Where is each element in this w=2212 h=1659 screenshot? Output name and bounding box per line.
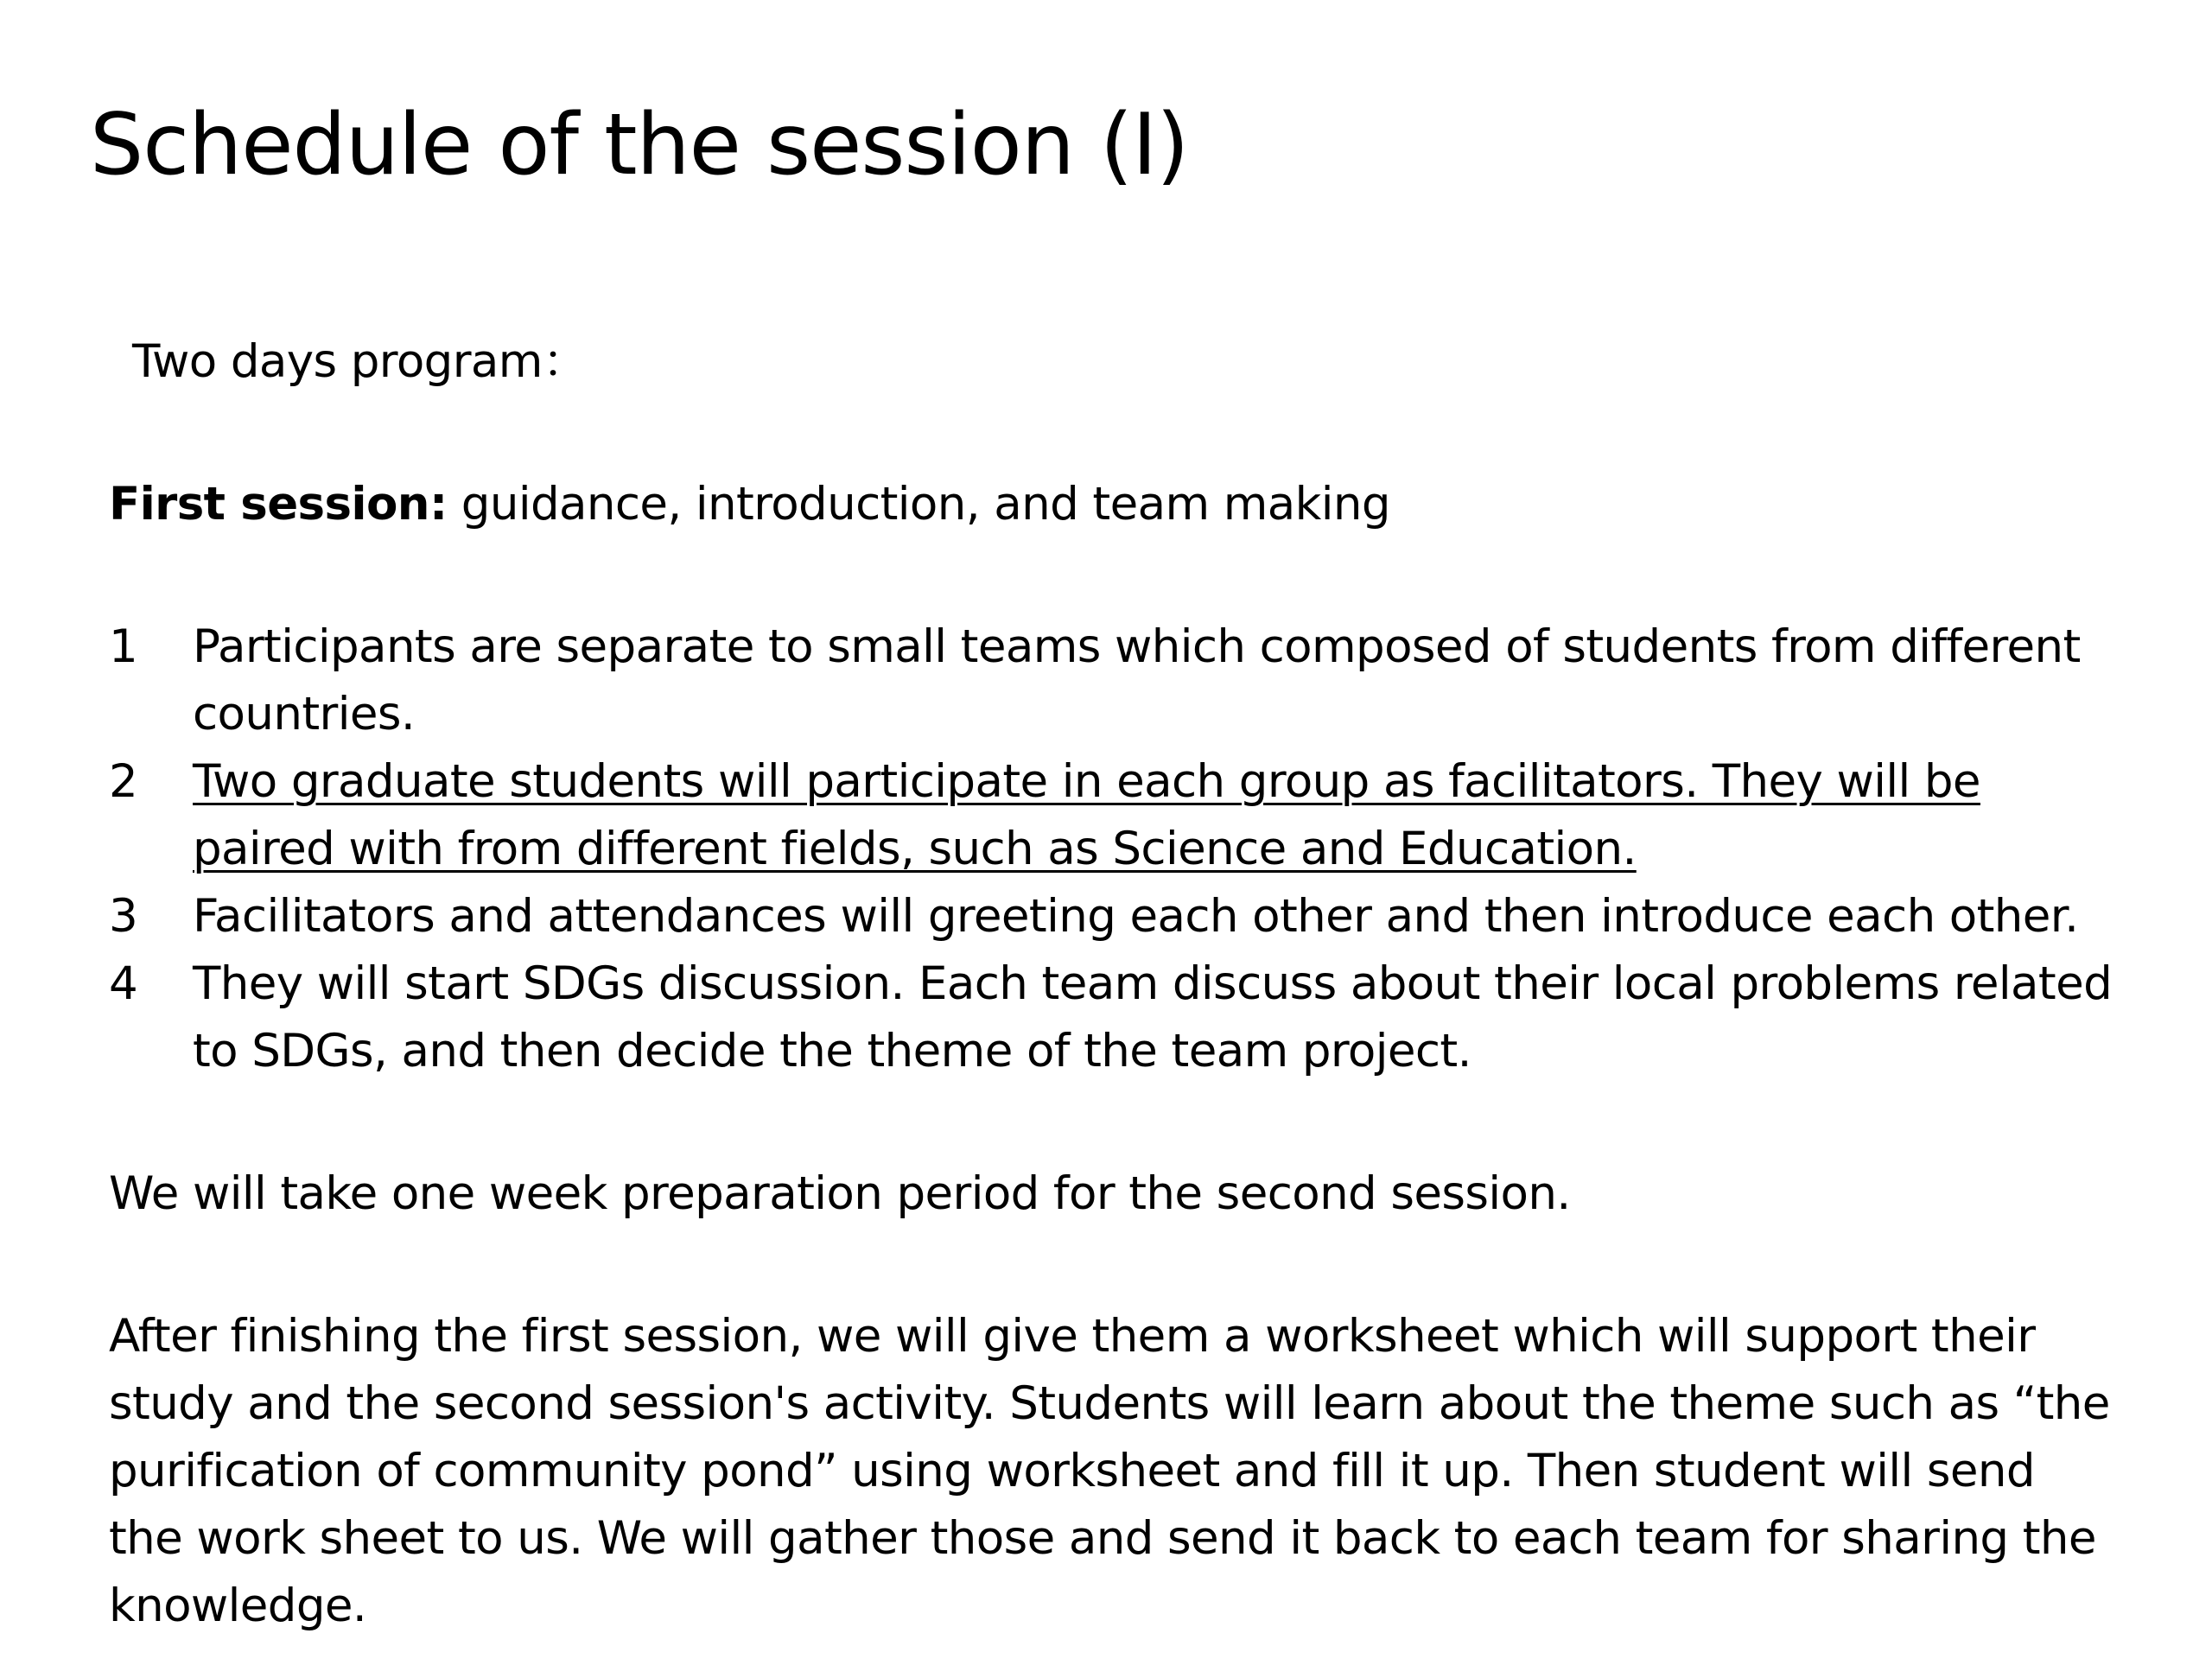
slide-title: Schedule of the session (I) <box>90 96 1189 194</box>
first-session-label: First session: <box>109 478 448 531</box>
session-step <box>109 613 2122 748</box>
session-step <box>109 748 2122 883</box>
step-text: They will start SDGs discussion. Each team discuss about their local problems related to SDGs, and then decide the theme of the team project. <box>193 957 2113 1077</box>
session-step <box>109 950 2122 1085</box>
step-number: 2 <box>109 755 138 808</box>
step-text: Facilitators and attendances will greeting each other and then introduce each other. <box>193 890 2079 943</box>
spacer <box>109 538 2122 613</box>
step-number: 4 <box>109 957 138 1010</box>
step-number: 3 <box>109 890 138 943</box>
spacer <box>109 396 2122 471</box>
spacer <box>109 1085 2122 1160</box>
step-text: Participants are separate to small teams which composed of students from different countries. <box>193 620 2081 741</box>
step-text-underlined: Two graduate students will participate in each group as facilitators. They will be paired with from different fields, such as Science and Education. <box>193 755 1980 875</box>
step-number: 1 <box>109 620 138 673</box>
spacer <box>109 1228 2122 1303</box>
preparation-note: We will take one week preparation period for the second session. <box>109 1167 1571 1220</box>
program-intro: Two days program： <box>132 335 588 388</box>
session-step <box>109 883 2122 950</box>
first-session-heading <box>109 471 2122 538</box>
session-steps-list <box>109 613 2122 1085</box>
first-session-description: guidance, introduction, and team making <box>447 478 1390 531</box>
slide-body <box>109 328 2122 1640</box>
worksheet-note: After finishing the first session, we will give them a worksheet which will support their study and the second session's activity. Students will learn about the theme such as “the purification of community pond” using worksheet and fill it up. Then student will send the work sheet to us. We will gather those and send it back to each team for sharing the knowledge. <box>109 1310 2110 1632</box>
